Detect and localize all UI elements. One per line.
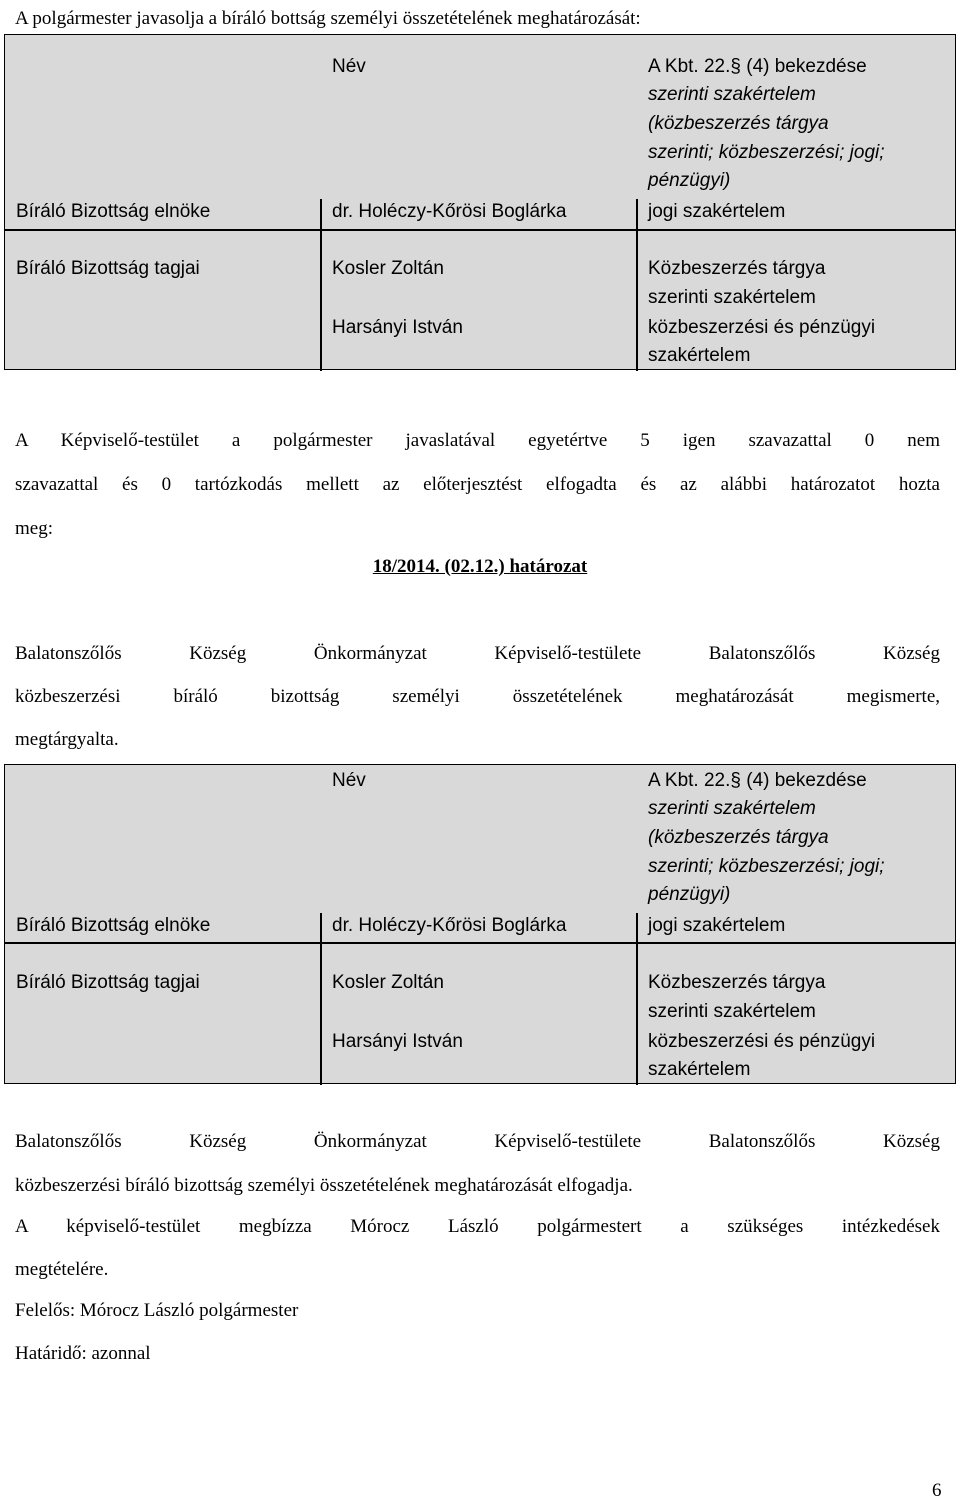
- paragraph2-line-2: közbeszerzési bíráló bizottság személyi összetételének meghatározását elfogadja.: [15, 1175, 633, 1196]
- header-basis-line2: szerinti szakértelem: [648, 84, 816, 105]
- member2-expertise-line2: szakértelem: [648, 345, 751, 366]
- paragraph3-line-1: A képviselő-testület megbízza Mórocz László polgármestert a szükséges intézkedések: [15, 1216, 940, 1237]
- header-name: Név: [332, 56, 366, 77]
- table-divider: [5, 229, 955, 231]
- intro-text: A polgármester javasolja a bíráló bottság személyi összetételének meghatározását:: [15, 8, 641, 29]
- table-divider: [636, 913, 638, 1085]
- paragraph1-line-3: megtárgyalta.: [15, 729, 119, 750]
- paragraph1-line-2: közbeszerzési bíráló bizottság személyi összetételének meghatározását megismerte,: [15, 686, 940, 707]
- paragraph3-line-2: megtételére.: [15, 1259, 109, 1280]
- member2-expertise-line1: közbeszerzési és pénzügyi: [648, 317, 876, 338]
- member1-name: Kosler Zoltán: [332, 258, 444, 279]
- header-basis-line2: szerinti szakértelem: [648, 798, 816, 819]
- table-divider: [320, 913, 322, 1085]
- member1-expertise-line1: Közbeszerzés tárgya: [648, 972, 826, 993]
- member2-expertise-line2: szakértelem: [648, 1059, 751, 1080]
- vote-line-1: A Képviselő-testület a polgármester javaslatával egyetértve 5 igen szavazattal 0 nem: [15, 430, 940, 451]
- member1-expertise-line2: szerinti szakértelem: [648, 1001, 816, 1022]
- member2-expertise-line1: közbeszerzési és pénzügyi: [648, 1031, 876, 1052]
- page-number: 6: [932, 1480, 942, 1501]
- resolution-title: 18/2014. (02.12.) határozat: [372, 556, 588, 577]
- table-divider: [320, 199, 322, 371]
- members-label: Bíráló Bizottság tagjai: [16, 258, 200, 279]
- header-basis-line1: A Kbt. 22.§ (4) bekezdése: [648, 56, 867, 77]
- header-basis-line5: pénzügyi): [648, 170, 731, 191]
- table-divider: [5, 942, 955, 944]
- header-name: Név: [332, 770, 366, 791]
- member2-name: Harsányi István: [332, 1031, 463, 1052]
- vote-line-3: meg:: [15, 518, 53, 539]
- header-basis-line4: szerinti; közbeszerzési; jogi;: [648, 142, 885, 163]
- chair-label: Bíráló Bizottság elnöke: [16, 915, 211, 936]
- chair-name: dr. Holéczy-Kőrösi Boglárka: [332, 201, 567, 222]
- chair-expertise: jogi szakértelem: [648, 201, 786, 222]
- chair-name: dr. Holéczy-Kőrösi Boglárka: [332, 915, 567, 936]
- header-basis-line3: (közbeszerzés tárgya: [648, 113, 829, 134]
- header-basis-line3: (közbeszerzés tárgya: [648, 827, 829, 848]
- committee-table-repeat: [4, 764, 956, 1084]
- committee-table: [4, 34, 956, 370]
- member2-name: Harsányi István: [332, 317, 463, 338]
- member1-expertise-line1: Közbeszerzés tárgya: [648, 258, 826, 279]
- header-basis-line1: A Kbt. 22.§ (4) bekezdése: [648, 770, 867, 791]
- table-divider: [636, 199, 638, 371]
- header-basis-line5: pénzügyi): [648, 884, 731, 905]
- chair-expertise: jogi szakértelem: [648, 915, 786, 936]
- vote-line-2: szavazattal és 0 tartózkodás mellett az előterjesztést elfogadta és az alábbi határozatot hozta: [15, 474, 940, 495]
- members-label: Bíráló Bizottság tagjai: [16, 972, 200, 993]
- chair-label: Bíráló Bizottság elnöke: [16, 201, 211, 222]
- deadline-text: Határidő: azonnal: [15, 1343, 151, 1364]
- paragraph2-line-1: Balatonszőlős Község Önkormányzat Képviselő-testülete Balatonszőlős Község: [15, 1131, 940, 1152]
- responsible-text: Felelős: Mórocz László polgármester: [15, 1300, 299, 1321]
- header-basis-line4: szerinti; közbeszerzési; jogi;: [648, 856, 885, 877]
- paragraph1-line-1: Balatonszőlős Község Önkormányzat Képviselő-testülete Balatonszőlős Község: [15, 643, 940, 664]
- member1-name: Kosler Zoltán: [332, 972, 444, 993]
- member1-expertise-line2: szerinti szakértelem: [648, 287, 816, 308]
